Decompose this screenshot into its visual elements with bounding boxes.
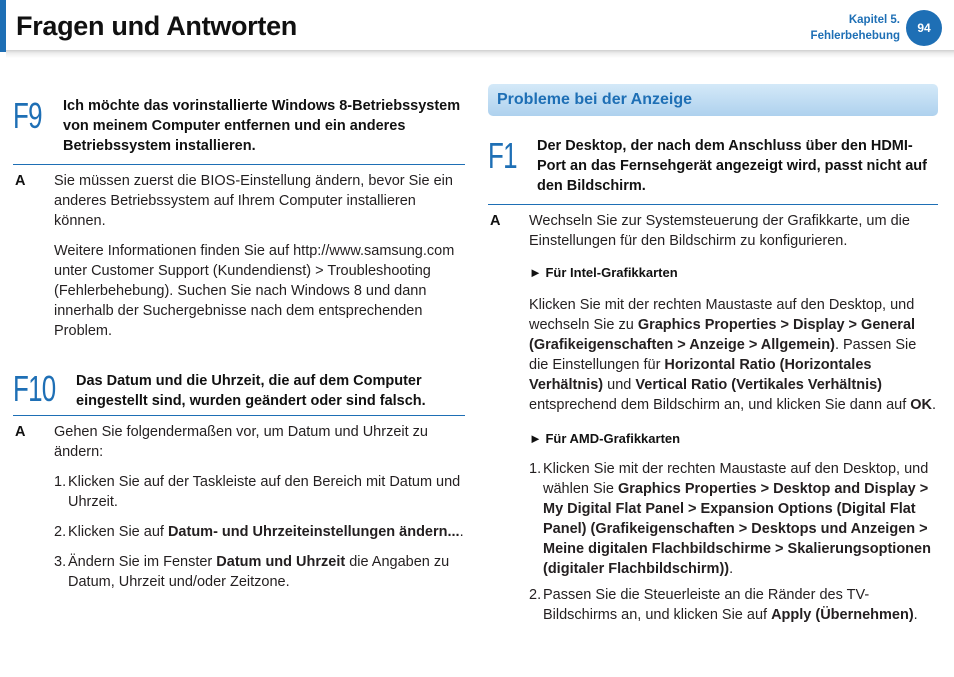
list-text: Klicken Sie mit der rechten Maustaste auf den Desktop, und wählen Sie: [543, 461, 929, 497]
intel-subheading: ► Für Intel-Grafikkarten: [529, 265, 678, 280]
list-text: Klicken Sie auf der Taskleiste auf den Bereich mit Datum und Uhrzeit.: [68, 474, 461, 510]
chapter-title: Fehlerbehebung: [810, 30, 900, 42]
text-run: Klicken Sie mit der rechten Maustaste auf den Desktop, und wechseln Sie zu: [529, 297, 915, 333]
list-item: [529, 585, 938, 625]
text-run-bold: Vertical Ratio (Vertikales Verhältnis): [635, 377, 883, 393]
list-number: 3.: [54, 554, 67, 570]
list-text: .: [913, 607, 918, 623]
list-item: [54, 522, 465, 542]
list-item: [54, 552, 465, 592]
answer-letter: A: [490, 213, 501, 229]
chapter-label: [811, 12, 900, 44]
faq-f10-question: Das Datum und die Uhrzeit, die auf dem Computer eingestellt sind, wurden geändert oder sind falsch.: [76, 373, 426, 409]
faq-f1-answer: [488, 211, 938, 625]
text-run-bold: Graphics Properties > Display > General (Grafikeigenschaften > Anzeige > Allgemein): [529, 317, 916, 353]
faq-f1-rule: [488, 204, 938, 205]
faq-f1-label: F1: [488, 135, 517, 176]
list-text-bold: Datum und Uhrzeit: [216, 554, 346, 570]
list-item: [54, 472, 465, 512]
answer-paragraph: Weitere Informationen finden Sie auf http://www.samsung.com unter Customer Support (Kundendienst) > Troubleshooting (Fehlerbehebung). Suchen Sie nach Windows 8 und dann innerhalb der Suchergebnisse nach dem entsprechenden Problem.: [54, 243, 455, 339]
text-run: .: [932, 397, 937, 413]
faq-f9-rule: [13, 164, 465, 165]
list-text-bold: Datum- und Uhrzeiteinstellungen ändern...: [167, 524, 460, 540]
amd-subheading: ► Für AMD-Grafikkarten: [529, 431, 681, 446]
page-number-badge: 94: [906, 10, 942, 46]
section-title-bar: Probleme bei der Anzeige: [488, 84, 938, 116]
faq-f10-answer: [13, 422, 465, 592]
faq-f9-answer: [13, 171, 465, 341]
text-run-bold: Horizontal Ratio (Horizontales Verhältnis): [529, 357, 872, 393]
list-text: Ändern Sie im Fenster: [68, 554, 217, 570]
list-text-bold: Apply (Übernehmen): [771, 607, 914, 623]
answer-letter: A: [15, 424, 26, 440]
list-number: 2.: [54, 524, 67, 540]
faq-f1-header: [488, 136, 938, 196]
list-text: .: [729, 561, 734, 577]
faq-f10-rule: [13, 415, 465, 416]
faq-f10-label: F10: [13, 368, 56, 409]
faq-f1: [488, 136, 938, 625]
list-item: [529, 459, 938, 579]
list-text: .: [459, 524, 464, 540]
faq-f10: [13, 369, 465, 592]
text-run: . Passen Sie die Einstellungen für: [529, 337, 917, 373]
faq-f9-question: Ich möchte das vorinstallierte Windows 8-Betriebssystem von meinem Computer entfernen und ein anderes Betriebssystem installieren.: [63, 98, 461, 154]
answer-paragraph: [529, 295, 938, 415]
faq-f10-header: [13, 369, 465, 411]
faq-f9: [13, 96, 465, 341]
header-divider: [6, 50, 954, 58]
faq-f9-header: [13, 96, 465, 156]
text-run: und: [603, 377, 636, 393]
list-number: 1.: [54, 474, 67, 490]
text-run: entsprechend dem Bildschirm an, und klicken Sie dann auf: [529, 397, 911, 413]
answer-paragraph: Gehen Sie folgendermaßen vor, um Datum und Uhrzeit zu ändern:: [54, 424, 428, 460]
faq-f9-label: F9: [13, 95, 42, 136]
page-title: Fragen und Antworten: [16, 11, 297, 41]
list-number: 1.: [529, 461, 542, 477]
faq-f1-question: Der Desktop, der nach dem Anschluss über den HDMI-Port an das Fernsehgerät angezeigt wird, passt nicht auf den Bildschirm.: [537, 138, 927, 194]
list-text: Passen Sie die Steuerleiste an die Ränder des TV-Bildschirms an, und klicken Sie auf: [543, 587, 870, 623]
header-accent-bar: [0, 0, 6, 52]
answer-letter: A: [15, 173, 26, 189]
list-text: Klicken Sie auf: [68, 524, 168, 540]
answer-paragraph: Sie müssen zuerst die BIOS-Einstellung ändern, bevor Sie ein anderes Betriebssystem auf Ihrem Computer installieren können.: [54, 173, 453, 229]
left-column: [13, 96, 465, 592]
list-number: 2.: [529, 587, 542, 603]
right-column: [488, 84, 938, 625]
text-run-bold: OK: [910, 397, 932, 413]
list-text-bold: Graphics Properties > Desktop and Display > My Digital Flat Panel > Expansion Options (Digital Flat Panel) (Grafikeigenschaften > Desktops und Anzeigen > Meine digitalen Flachbildschirme > Skalierungsoptionen (digitaler Flachbildschirm)): [543, 481, 931, 577]
chapter-number: Kapitel 5.: [848, 14, 900, 26]
answer-paragraph: Wechseln Sie zur Systemsteuerung der Grafikkarte, um die Einstellungen für den Bildschirm zu konfigurieren.: [529, 213, 910, 249]
list-text: die Angaben zu Datum, Uhrzeit und/oder Zeitzone.: [68, 554, 450, 590]
